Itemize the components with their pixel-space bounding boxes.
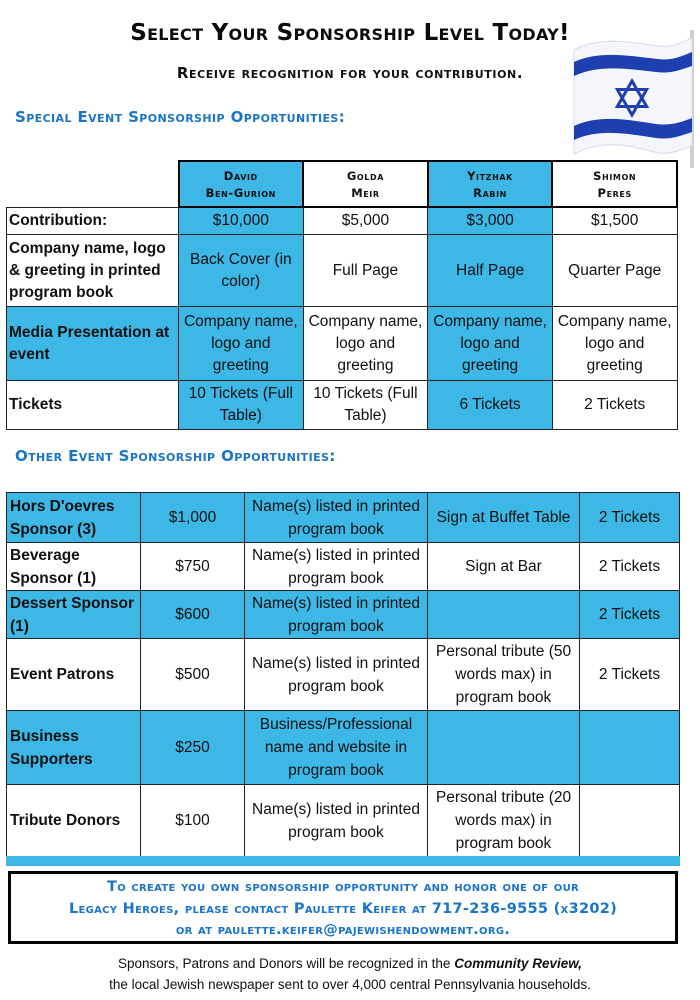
contact-box xyxy=(8,871,678,944)
footer-line: the local Jewish newspaper sent to over 4,000 central Pennsylvania households. xyxy=(109,977,591,992)
table-row xyxy=(7,493,680,543)
sponsor-extra xyxy=(428,591,580,639)
sponsor-extra: Personal tribute (20 words max) in program book xyxy=(428,785,580,857)
sponsor-listing: Name(s) listed in printed program book xyxy=(245,785,428,857)
sponsor-extra: Sign at Bar xyxy=(428,543,580,591)
table-cell: 10 Tickets (Full Table) xyxy=(179,381,304,430)
table-cell: Back Cover (in color) xyxy=(179,235,304,307)
row-label: Contribution: xyxy=(7,207,179,235)
newspaper-name: Community Review, xyxy=(454,956,582,971)
table-row xyxy=(7,785,680,857)
sponsor-extra: Sign at Buffet Table xyxy=(428,493,580,543)
sponsor-price: $100 xyxy=(141,785,245,857)
table-cell: Half Page xyxy=(428,235,553,307)
table-row xyxy=(7,235,678,307)
table-cell: Company name, logo and greeting xyxy=(552,307,677,381)
table-row xyxy=(7,381,678,430)
table-cell: Company name, logo and greeting xyxy=(303,307,428,381)
sponsor-name: Hors D'oevres Sponsor (3) xyxy=(7,493,141,543)
sponsor-price: $750 xyxy=(141,543,245,591)
sponsor-tickets xyxy=(580,711,680,785)
table-cell: Quarter Page xyxy=(552,235,677,307)
other-sponsorship-table xyxy=(6,492,680,857)
table-row xyxy=(7,307,678,381)
sponsor-extra: Personal tribute (50 words max) in program book xyxy=(428,639,580,711)
sponsor-tickets: 2 Tickets xyxy=(580,543,680,591)
accent-strip xyxy=(6,856,680,866)
table-cell: Company name, logo and greeting xyxy=(428,307,553,381)
footer-note xyxy=(0,953,700,995)
level-header: Shimon Peres xyxy=(552,161,677,207)
sponsor-tickets: 2 Tickets xyxy=(580,591,680,639)
table-cell: $10,000 xyxy=(179,207,304,235)
contact-line: Legacy Heroes, please contact Paulette Keifer at 717-236-9555 (x3202) xyxy=(68,900,618,917)
table-cell: $5,000 xyxy=(303,207,428,235)
table-cell: $3,000 xyxy=(428,207,553,235)
sponsor-price: $500 xyxy=(141,639,245,711)
sponsor-name: Dessert Sponsor (1) xyxy=(7,591,141,639)
table-corner xyxy=(7,161,179,207)
sponsor-name: Tribute Donors xyxy=(7,785,141,857)
level-header: Yitzhak Rabin xyxy=(428,161,553,207)
sponsor-tickets: 2 Tickets xyxy=(580,493,680,543)
table-cell: 2 Tickets xyxy=(552,381,677,430)
row-label: Company name, logo & greeting in printed program book xyxy=(7,235,179,307)
table-cell: $1,500 xyxy=(552,207,677,235)
table-cell: Company name, logo and greeting xyxy=(179,307,304,381)
israel-flag-icon xyxy=(570,28,700,168)
table-row xyxy=(7,711,680,785)
page-subtitle: Receive recognition for your contribution. xyxy=(176,64,524,82)
sponsor-name: Business Supporters xyxy=(7,711,141,785)
table-cell: 6 Tickets xyxy=(428,381,553,430)
sponsor-price: $250 xyxy=(141,711,245,785)
other-sponsorship-heading: Other Event Sponsorship Opportunities: xyxy=(15,447,336,465)
contact-email[interactable]: or at paulette.keifer@pajewishendowment.org. xyxy=(175,922,511,938)
sponsor-listing: Name(s) listed in printed program book xyxy=(245,493,428,543)
table-row xyxy=(7,639,680,711)
sponsor-tickets xyxy=(580,785,680,857)
sponsor-extra xyxy=(428,711,580,785)
level-header: David Ben-Gurion xyxy=(179,161,304,207)
table-row xyxy=(7,591,680,639)
sponsor-listing: Name(s) listed in printed program book xyxy=(245,543,428,591)
sponsor-price: $600 xyxy=(141,591,245,639)
sponsor-price: $1,000 xyxy=(141,493,245,543)
special-sponsorship-table xyxy=(6,160,678,430)
sponsor-listing: Name(s) listed in printed program book xyxy=(245,639,428,711)
row-label: Media Presentation at event xyxy=(7,307,179,381)
page-title: Select Your Sponsorship Level Today! xyxy=(130,20,570,46)
sponsor-listing: Name(s) listed in printed program book xyxy=(245,591,428,639)
special-sponsorship-heading: Special Event Sponsorship Opportunities: xyxy=(15,108,346,126)
level-header: Golda Meir xyxy=(303,161,428,207)
table-header-row xyxy=(7,161,678,207)
sponsor-name: Beverage Sponsor (1) xyxy=(7,543,141,591)
table-cell: 10 Tickets (Full Table) xyxy=(303,381,428,430)
sponsor-listing: Business/Professional name and website in program book xyxy=(245,711,428,785)
sponsor-name: Event Patrons xyxy=(7,639,141,711)
table-row xyxy=(7,207,678,235)
contact-line: To create you own sponsorship opportunity and honor one of our xyxy=(107,879,579,895)
table-row xyxy=(7,543,680,591)
footer-line: Sponsors, Patrons and Donors will be recognized in the Community Review, xyxy=(118,956,582,971)
row-label: Tickets xyxy=(7,381,179,430)
table-cell: Full Page xyxy=(303,235,428,307)
sponsor-tickets: 2 Tickets xyxy=(580,639,680,711)
